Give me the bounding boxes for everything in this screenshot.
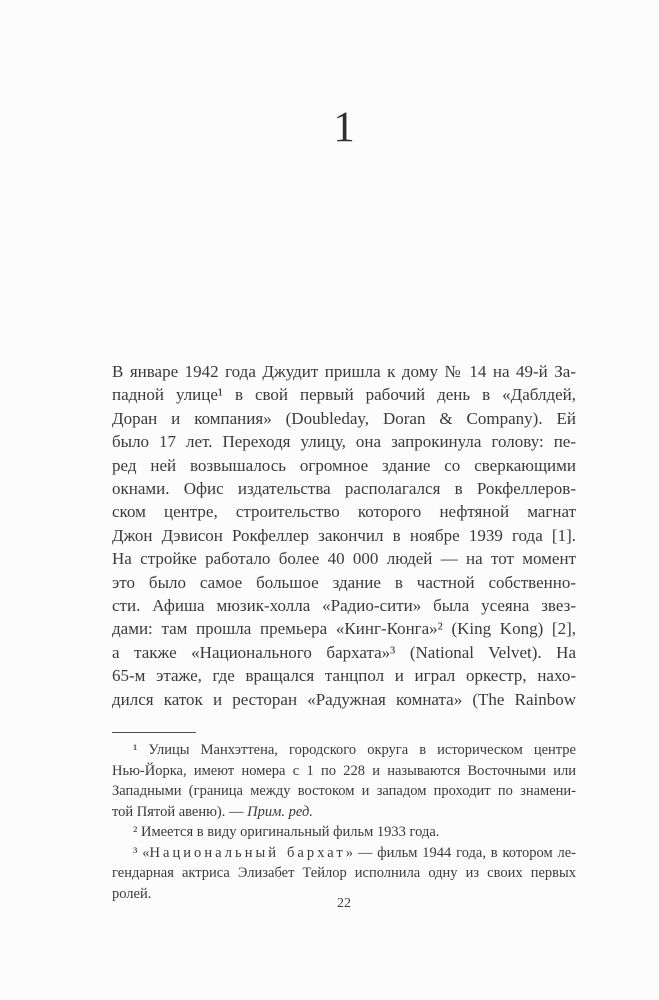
body-line bbox=[112, 688, 576, 711]
text-segment: было 17 лет. Переходя улицу, она запрокинула голову: пе- bbox=[112, 432, 576, 452]
page-number: 22 bbox=[337, 896, 351, 911]
text-segment: это было самое большое здание в частной собственно- bbox=[112, 572, 576, 592]
text-segment: ² Имеется в виду оригинальный фильм 1933 года. bbox=[133, 824, 440, 840]
text-segment: В январе 1942 года Джудит пришла к дому № 14 на 49-й За- bbox=[112, 362, 576, 381]
text-segment: Джон Дэвисон Рокфеллер закончил в ноябре 1939 года [1]. bbox=[112, 525, 576, 545]
text-segment: На стройке работало более 40 000 людей — на тот момент bbox=[112, 549, 576, 569]
text-segment: той Пятой авеню). — bbox=[112, 803, 248, 820]
text-segment: окнами. Офис издательства располагался в Рокфеллеров- bbox=[112, 479, 576, 499]
text-segment: ред ней возвышалось огромное здание со сверкающими bbox=[112, 455, 576, 475]
body-line bbox=[112, 617, 576, 640]
text-segment: а также «Национального бархата»³ (National Velvet). На bbox=[112, 642, 576, 662]
body-line bbox=[112, 407, 576, 430]
footnote-line bbox=[112, 781, 576, 802]
body-line bbox=[112, 383, 576, 406]
footnotes bbox=[112, 740, 576, 904]
spaced-text-segment: Национальный бархат bbox=[149, 844, 346, 861]
text-segment: ском центре, строительство которого нефтяной магнат bbox=[112, 502, 576, 522]
footnote-line bbox=[112, 761, 576, 782]
footnote-line bbox=[112, 822, 576, 843]
text-segment: падной улице¹ в свой первый рабочий день в «Даблдей, bbox=[112, 385, 576, 405]
text-segment: Западными (граница между востоком и западом проходит по знамени- bbox=[112, 783, 576, 799]
body-line bbox=[112, 571, 576, 594]
body-line bbox=[112, 500, 576, 523]
body-line bbox=[112, 430, 576, 453]
footnote-line bbox=[112, 843, 576, 864]
body-line bbox=[112, 664, 576, 687]
chapter-number: 1 bbox=[333, 104, 355, 151]
text-segment: » — фильм 1944 года, в котором ле- bbox=[345, 844, 577, 861]
body-line bbox=[112, 547, 576, 570]
text-segment: дился каток и ресторан «Радужная комната» (The Rainbow bbox=[112, 689, 576, 709]
italic-text-segment: Прим. ред. bbox=[247, 803, 313, 820]
text-segment: ролей. bbox=[112, 885, 152, 902]
footnote-line bbox=[112, 863, 576, 884]
body-line bbox=[112, 454, 576, 477]
body-line bbox=[112, 524, 576, 547]
body-text bbox=[112, 360, 576, 711]
body-line bbox=[112, 360, 576, 383]
text-segment: сти. Афиша мюзик-холла «Радио-сити» была усеяна звез- bbox=[112, 596, 576, 616]
text-segment: ¹ Улицы Манхэттена, городского округа в историческом центре bbox=[133, 742, 576, 758]
body-line bbox=[112, 641, 576, 664]
footnote-separator bbox=[112, 732, 196, 733]
text-segment: дами: там прошла премьера «Кинг-Конга»² (King Kong) [2], bbox=[112, 619, 577, 639]
text-segment: Нью-Йорка, имеют номера с 1 по 228 и называются Восточными или bbox=[112, 762, 576, 779]
footnote-line bbox=[112, 802, 576, 823]
text-segment: 65-м этаже, где вращался танцпол и играл оркестр, нахо- bbox=[112, 666, 576, 686]
body-line bbox=[112, 594, 576, 617]
text-segment: гендарная актриса Элизабет Тейлор исполнила одну из своих первых bbox=[112, 865, 576, 881]
body-line bbox=[112, 477, 576, 500]
text-segment: ³ « bbox=[133, 844, 150, 861]
text-segment: Доран и компания» (Doubleday, Doran & Company). Ей bbox=[112, 408, 576, 428]
footnote-line bbox=[112, 740, 576, 761]
